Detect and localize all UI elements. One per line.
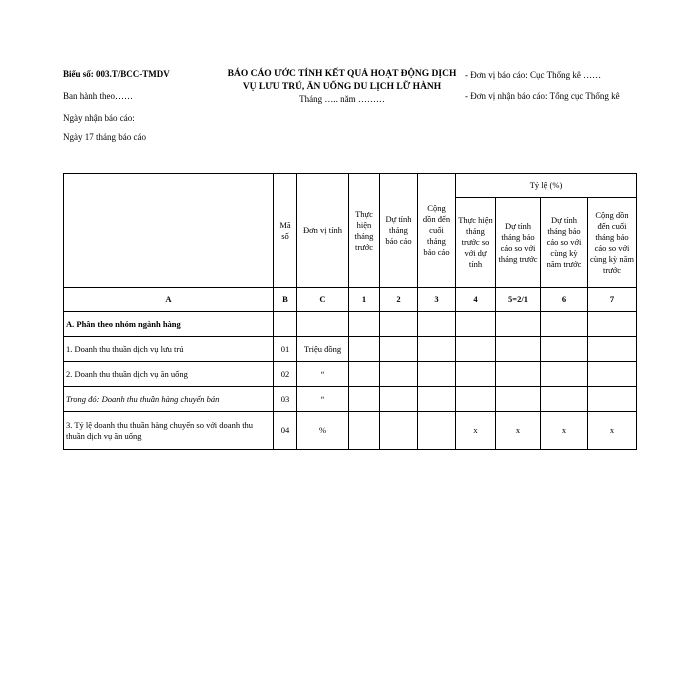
value-cell: [418, 412, 456, 450]
row-code: 03: [274, 387, 297, 412]
report-title-block: [220, 67, 464, 105]
row-unit: %: [297, 412, 349, 450]
index-cell: C: [297, 288, 349, 312]
value-cell: [380, 337, 418, 362]
value-cell: [456, 362, 496, 387]
row-label: Trong đó: Doanh thu thuần hàng chuyển bán: [64, 387, 274, 412]
value-cell: [380, 362, 418, 387]
value-cell: x: [496, 412, 541, 450]
col-header-est-month: Dự tính tháng báo cáo: [380, 174, 418, 288]
value-cell: [349, 387, 380, 412]
table-row: [64, 337, 637, 362]
row-label: 3. Tỷ lệ doanh thu thuần hàng chuyển so với doanh thu thuần dịch vụ ăn uống: [64, 412, 274, 450]
col-header-cumulative: Cộng dồn đến cuối tháng báo cáo: [418, 174, 456, 288]
table-row: [64, 362, 637, 387]
index-cell: 3: [418, 288, 456, 312]
value-cell: [456, 337, 496, 362]
section-title: A. Phân theo nhóm ngành hàng: [64, 312, 274, 337]
value-cell: [380, 412, 418, 450]
index-cell: 6: [541, 288, 588, 312]
index-cell: 7: [588, 288, 637, 312]
empty-cell: [588, 312, 637, 337]
empty-cell: [297, 312, 349, 337]
index-cell: 2: [380, 288, 418, 312]
row-label: 2. Doanh thu thuần dịch vụ ăn uống: [64, 362, 274, 387]
value-cell: [588, 362, 637, 387]
value-cell: [588, 337, 637, 362]
value-cell: [418, 362, 456, 387]
reporting-unit: - Đơn vị báo cáo: Cục Thống kê ……: [465, 70, 602, 80]
col-header-ratio-group: Tỷ lệ (%): [456, 174, 637, 198]
receive-date-label: Ngày nhận báo cáo:: [63, 113, 135, 123]
col-header-prev-month: Thực hiện tháng trước: [349, 174, 380, 288]
value-cell: [496, 362, 541, 387]
form-code: Biểu số: 003.T/BCC-TMDV: [63, 69, 170, 79]
value-cell: x: [588, 412, 637, 450]
empty-cell: [456, 312, 496, 337]
row-code: 01: [274, 337, 297, 362]
index-cell: 5=2/1: [496, 288, 541, 312]
empty-cell: [541, 312, 588, 337]
col-header-unit: Đơn vị tính: [297, 174, 349, 288]
index-cell: 4: [456, 288, 496, 312]
report-title-line2: VỤ LƯU TRÚ, ĂN UỐNG DU LỊCH LỮ HÀNH: [242, 82, 442, 92]
empty-cell: [380, 312, 418, 337]
row-code: 04: [274, 412, 297, 450]
col-header-ratio-2: Dự tính tháng báo cáo so với tháng trước: [496, 198, 541, 288]
receive-date: Ngày 17 tháng báo cáo: [63, 132, 146, 142]
index-cell: B: [274, 288, 297, 312]
empty-cell: [496, 312, 541, 337]
row-label: 1. Doanh thu thuần dịch vụ lưu trú: [64, 337, 274, 362]
value-cell: x: [456, 412, 496, 450]
value-cell: [496, 337, 541, 362]
report-period: Tháng ….. năm ………: [299, 94, 385, 104]
index-cell: A: [64, 288, 274, 312]
col-header-code: Mã số: [274, 174, 297, 288]
report-title-line1: BÁO CÁO ƯỚC TÍNH KẾT QUẢ HOẠT ĐỘNG DỊCH: [227, 69, 457, 79]
col-header-ratio-1: Thực hiện tháng trước so với dự tính: [456, 198, 496, 288]
value-cell: [541, 337, 588, 362]
value-cell: [541, 387, 588, 412]
value-cell: [496, 387, 541, 412]
value-cell: [588, 387, 637, 412]
header-blank-cell: [64, 174, 274, 288]
table-row: [64, 412, 637, 450]
row-unit: “: [297, 362, 349, 387]
value-cell: [541, 362, 588, 387]
value-cell: [349, 337, 380, 362]
row-unit: “: [297, 387, 349, 412]
empty-cell: [274, 312, 297, 337]
row-code: 02: [274, 362, 297, 387]
value-cell: [418, 387, 456, 412]
value-cell: [349, 412, 380, 450]
value-cell: [418, 337, 456, 362]
index-cell: 1: [349, 288, 380, 312]
value-cell: [349, 362, 380, 387]
row-unit: Triệu đồng: [297, 337, 349, 362]
receiving-unit: - Đơn vị nhận báo cáo: Tổng cục Thống kê: [465, 91, 620, 101]
col-header-ratio-3: Dự tính tháng báo cáo so với cùng kỳ năm trước: [541, 198, 588, 288]
table-row: [64, 387, 637, 412]
issued-by: Ban hành theo……: [63, 91, 133, 101]
value-cell: x: [541, 412, 588, 450]
report-table: [63, 173, 637, 450]
value-cell: [380, 387, 418, 412]
col-header-ratio-4: Cộng dồn đến cuối tháng báo cáo so với cùng kỳ năm trước: [588, 198, 637, 288]
value-cell: [456, 387, 496, 412]
empty-cell: [418, 312, 456, 337]
empty-cell: [349, 312, 380, 337]
